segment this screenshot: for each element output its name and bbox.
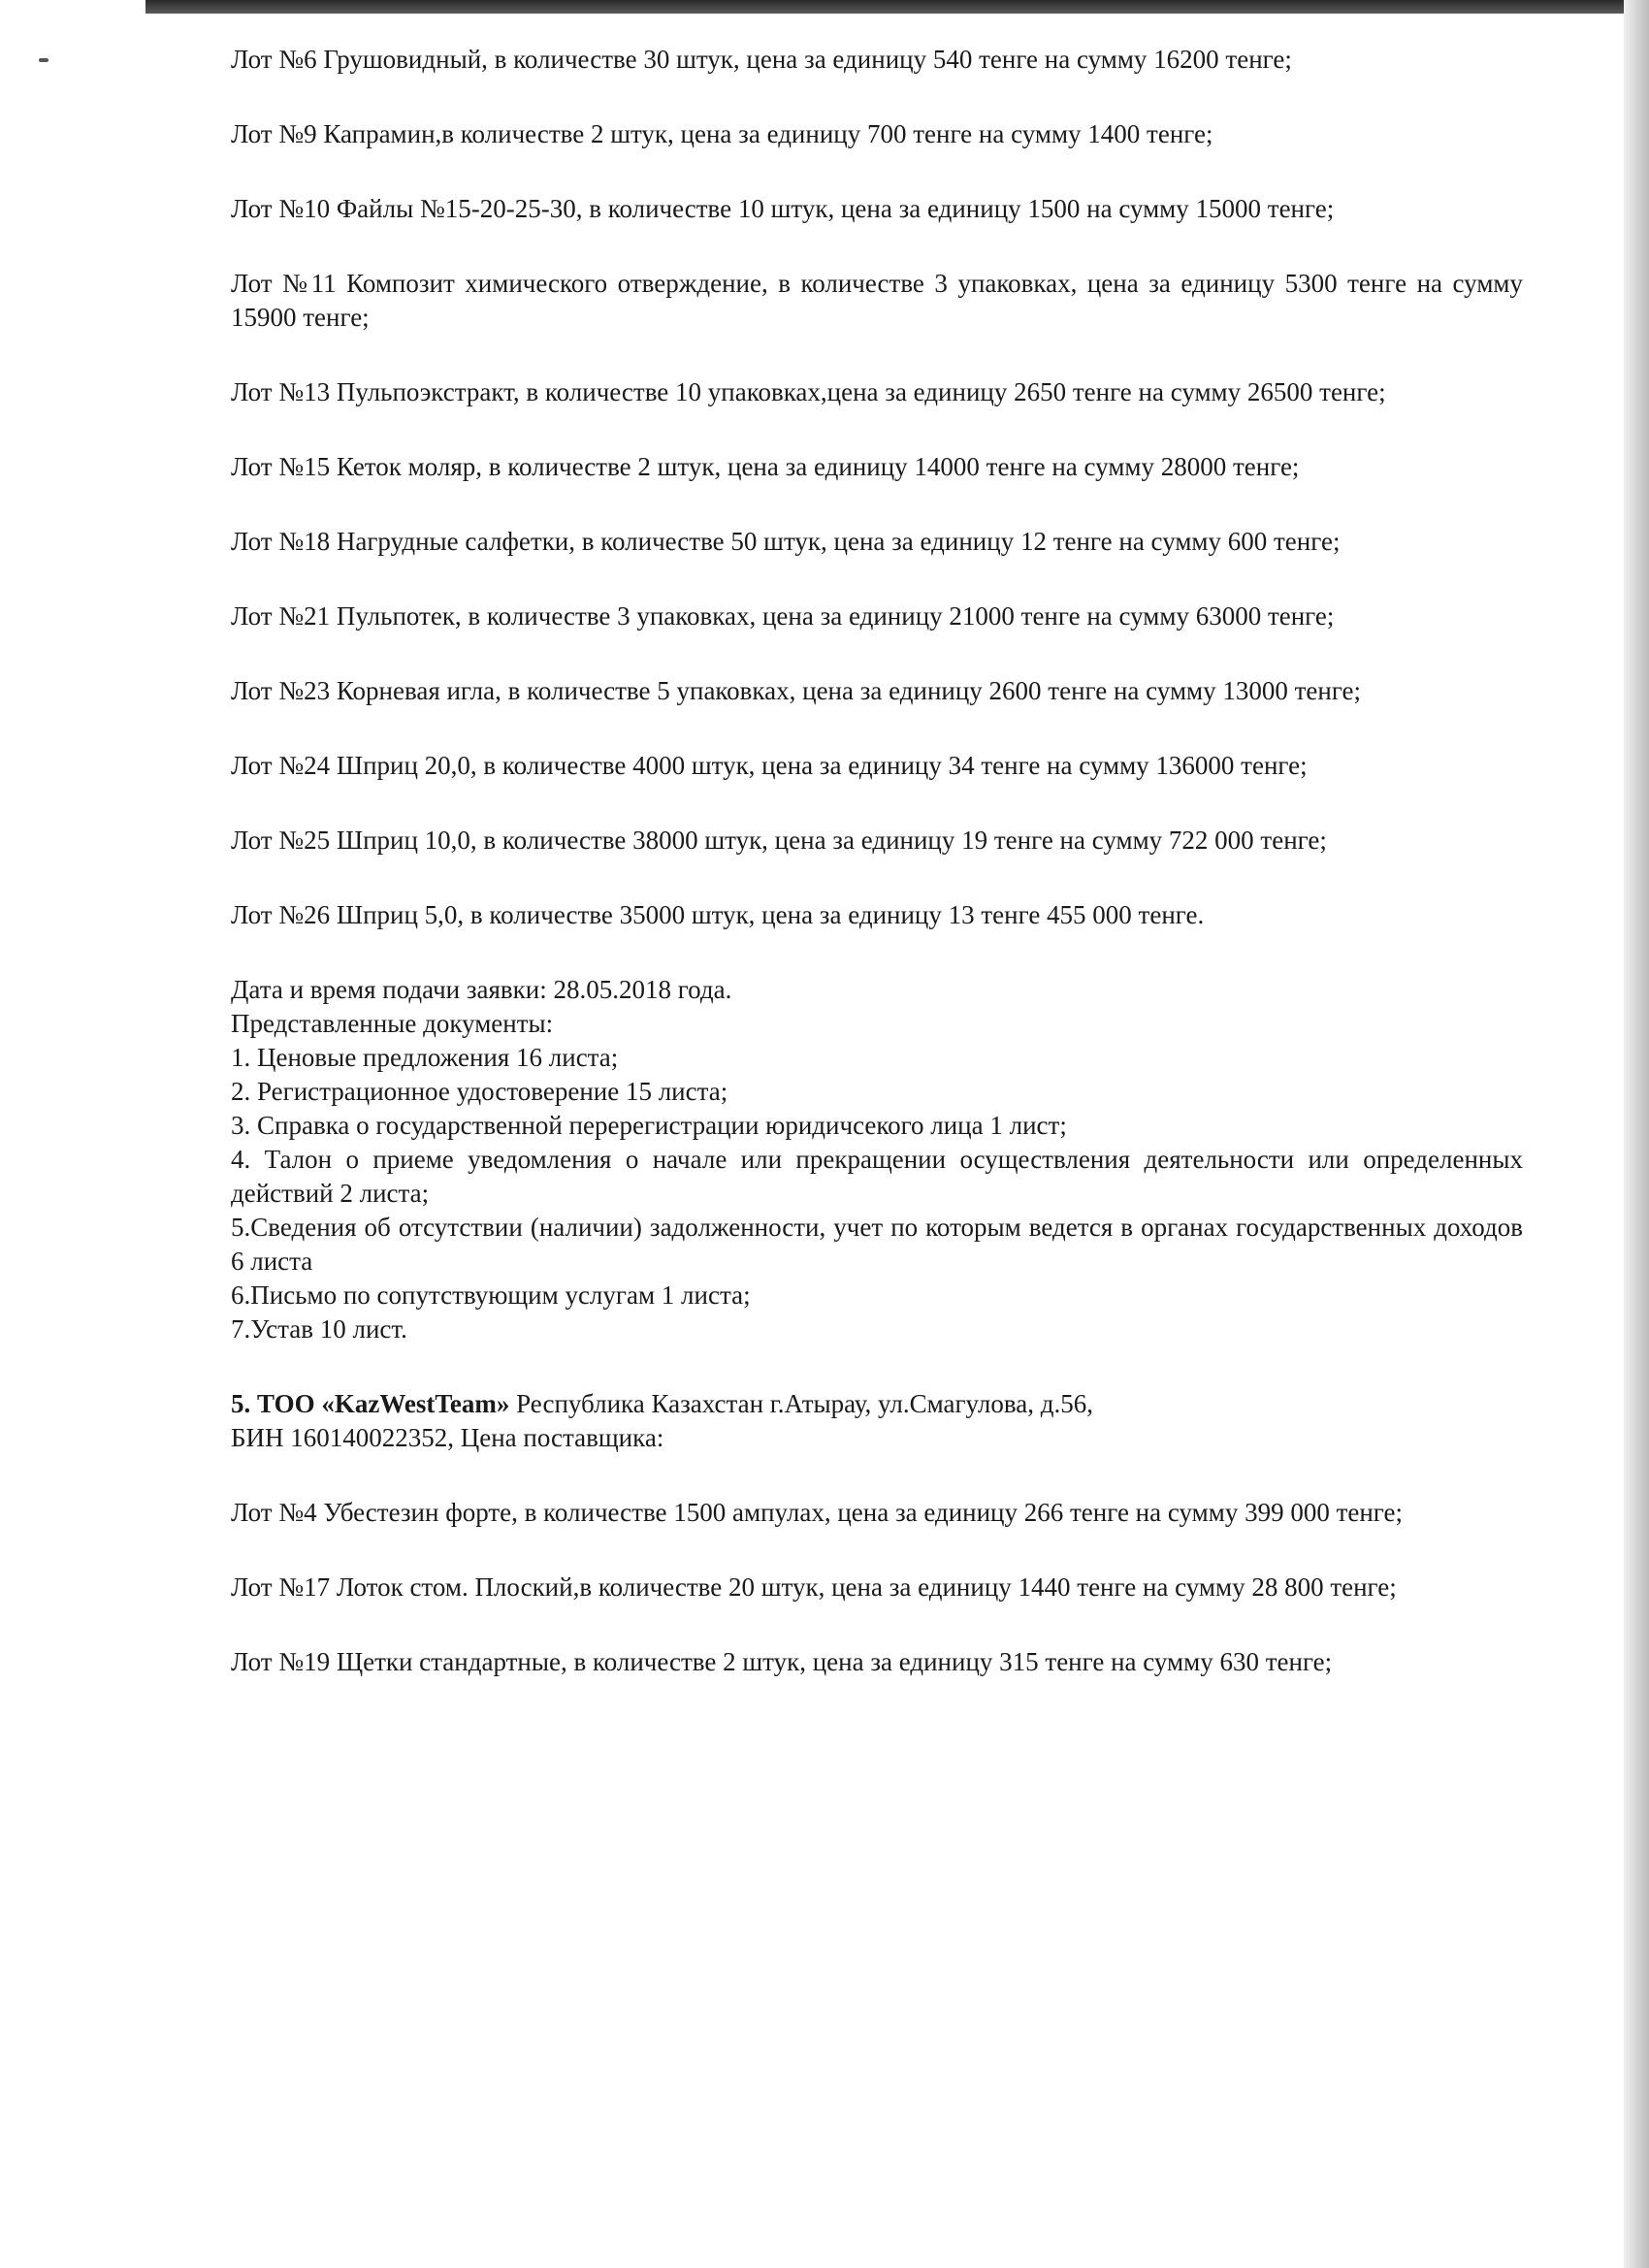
document-item: 5.Сведения об отсутствии (наличии) задолженности, учет по которым ведется в органах государственных доходов 6 листа xyxy=(231,1213,1523,1276)
document-page xyxy=(231,43,1523,1720)
lot-entry: Лот №26 Шприц 5,0, в количестве 35000 штук, цена за единицу 13 тенге 455 000 тенге. xyxy=(231,900,1205,929)
document-item: 1. Ценовые предложения 16 листа; xyxy=(231,1043,619,1072)
lot-entry: Лот №18 Нагрудные салфетки, в количестве 50 штук, цена за единицу 12 тенге на сумму 600 тенге; xyxy=(231,527,1341,556)
lot-list-2 xyxy=(231,1496,1523,1679)
documents-heading: Представленные документы: xyxy=(231,1009,554,1038)
supplier-name: 5. ТОО «KazWestTeam» xyxy=(231,1389,510,1418)
lot-list-1 xyxy=(231,43,1523,932)
lot-entry: Лот №19 Щетки стандартные, в количестве 2 штук, цена за единицу 315 тенге на сумму 630 тенге; xyxy=(231,1647,1333,1676)
document-item: 2. Регистрационное удостоверение 15 листа; xyxy=(231,1077,728,1106)
lot-entry: Лот №23 Корневая игла, в количестве 5 упаковках, цена за единицу 2600 тенге на сумму 13000 тенге; xyxy=(231,676,1362,705)
lot-entry: Лот №6 Грушовидный, в количестве 30 штук, цена за единицу 540 тенге на сумму 16200 тенге; xyxy=(231,45,1292,74)
supplier-address: Республика Казахстан г.Атырау, ул.Смагулова, д.56, xyxy=(509,1389,1093,1418)
scan-border-left xyxy=(0,0,146,14)
document-item: 7.Устав 10 лист. xyxy=(231,1314,407,1344)
scan-border-top xyxy=(146,0,1649,14)
lot-entry: Лот №9 Капрамин,в количестве 2 штук, цена за единицу 700 тенге на сумму 1400 тенге; xyxy=(231,119,1213,148)
lot-entry: Лот №24 Шприц 20,0, в количестве 4000 штук, цена за единицу 34 тенге на сумму 136000 тенге; xyxy=(231,751,1308,780)
lot-entry: Лот №21 Пульпотек, в количестве 3 упаковках, цена за единицу 21000 тенге на сумму 63000 тенге; xyxy=(231,601,1335,631)
scan-speck xyxy=(39,58,48,62)
document-item: 4. Талон о приеме уведомления о начале или прекращении осуществления деятельности или определенных действий 2 листа; xyxy=(231,1145,1523,1208)
lot-entry: Лот №11 Композит химического отверждение, в количестве 3 упаковках, цена за единицу 5300 тенге на сумму 15900 тенге; xyxy=(231,269,1523,332)
document-item: 6.Письмо по сопутствующим услугам 1 листа; xyxy=(231,1280,751,1310)
document-item: 3. Справка о государственной перерегистрации юридичсекого лица 1 лист; xyxy=(231,1111,1067,1140)
lot-entry: Лот №10 Файлы №15-20-25-30, в количестве 10 штук, цена за единицу 1500 на сумму 15000 тенге; xyxy=(231,194,1335,223)
lot-entry: Лот №25 Шприц 10,0, в количестве 38000 штук, цена за единицу 19 тенге на сумму 722 000 тенге; xyxy=(231,826,1327,855)
lot-entry: Лот №13 Пульпоэкстракт, в количестве 10 упаковках,цена за единицу 2650 тенге на сумму 26500 тенге; xyxy=(231,377,1386,406)
lot-entry: Лот №15 Кеток моляр, в количестве 2 штук, цена за единицу 14000 тенге на сумму 28000 тенге; xyxy=(231,452,1300,481)
application-details xyxy=(231,973,1523,1346)
lot-entry: Лот №4 Убестезин форте, в количестве 1500 ампулах, цена за единицу 266 тенге на сумму 399 000 тенге; xyxy=(231,1498,1403,1527)
supplier-header xyxy=(231,1387,1523,1455)
application-date: Дата и время подачи заявки: 28.05.2018 года. xyxy=(231,975,732,1004)
scan-border-right xyxy=(1624,0,1649,2268)
lot-entry: Лот №17 Лоток стом. Плоский,в количестве 20 штук, цена за единицу 1440 тенге на сумму 28 800 тенге; xyxy=(231,1572,1397,1602)
supplier-bin: БИН 160140022352, Цена поставщика: xyxy=(231,1423,664,1452)
